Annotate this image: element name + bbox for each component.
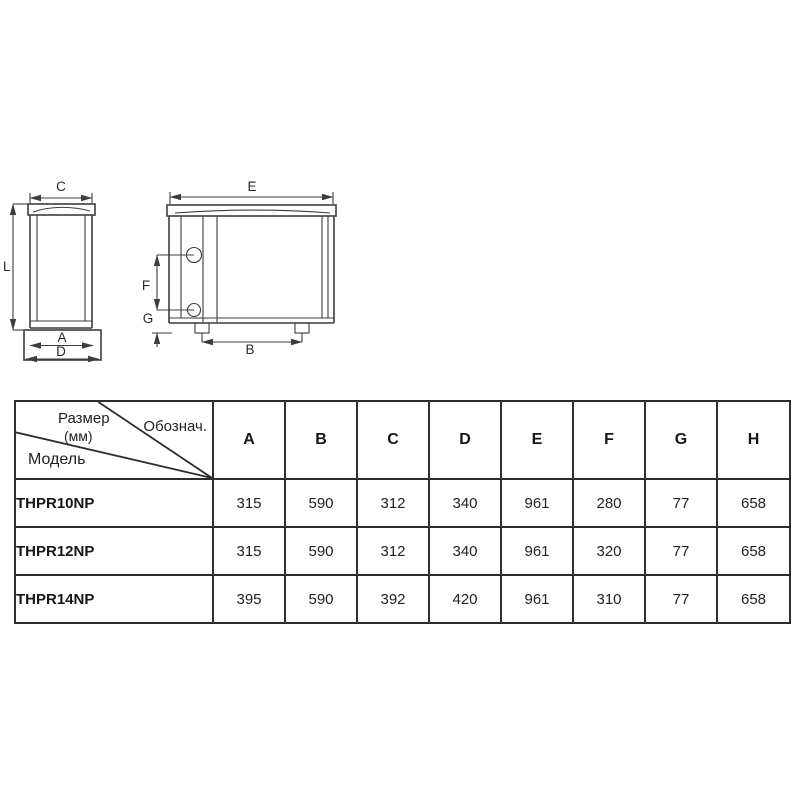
cell-value: 310 <box>573 575 645 623</box>
column-header-h: H <box>717 401 790 479</box>
cell-value: 420 <box>429 575 501 623</box>
table-header-row <box>15 401 790 479</box>
model-name: THPR10NP <box>15 479 213 527</box>
cell-value: 315 <box>213 479 285 527</box>
cell-value: 77 <box>645 527 717 575</box>
cell-value: 961 <box>501 575 573 623</box>
dim-label-b: B <box>245 342 255 357</box>
cell-value: 392 <box>357 575 429 623</box>
cell-value: 590 <box>285 575 357 623</box>
column-header-d: D <box>429 401 501 479</box>
corner-size-label: Размер <box>58 410 110 427</box>
model-name: THPR12NP <box>15 527 213 575</box>
cell-value: 961 <box>501 479 573 527</box>
cell-value: 280 <box>573 479 645 527</box>
corner-model-label: Модель <box>28 451 86 468</box>
cell-value: 658 <box>717 527 790 575</box>
model-name: THPR14NP <box>15 575 213 623</box>
corner-designation-label: Обознач. <box>143 418 207 435</box>
dim-label-e: E <box>247 179 257 194</box>
cell-value: 658 <box>717 479 790 527</box>
cell-value: 312 <box>357 527 429 575</box>
table-row <box>15 479 790 527</box>
dim-label-a: A <box>57 330 67 345</box>
dim-label-d: D <box>56 344 66 359</box>
dim-label-l: L <box>3 259 11 274</box>
cell-value: 77 <box>645 479 717 527</box>
cell-value: 312 <box>357 479 429 527</box>
right-foot <box>295 323 309 333</box>
cell-value: 961 <box>501 527 573 575</box>
table-row <box>15 527 790 575</box>
dim-label-g: G <box>142 311 154 326</box>
cell-value: 315 <box>213 527 285 575</box>
dimensions-table <box>14 400 791 624</box>
cell-value: 590 <box>285 479 357 527</box>
side-view <box>3 179 101 360</box>
column-header-g: G <box>645 401 717 479</box>
column-header-a: A <box>213 401 285 479</box>
cell-value: 340 <box>429 527 501 575</box>
column-header-f: F <box>573 401 645 479</box>
cell-value: 590 <box>285 527 357 575</box>
cell-value: 658 <box>717 575 790 623</box>
cell-value: 320 <box>573 527 645 575</box>
technical-drawing <box>0 170 360 380</box>
table-corner-cell <box>15 401 213 479</box>
column-header-c: C <box>357 401 429 479</box>
dim-label-f: F <box>141 278 151 293</box>
left-foot <box>195 323 209 333</box>
dim-label-c: C <box>56 179 66 194</box>
cell-value: 77 <box>645 575 717 623</box>
column-header-e: E <box>501 401 573 479</box>
cell-value: 395 <box>213 575 285 623</box>
table-row <box>15 575 790 623</box>
column-header-b: B <box>285 401 357 479</box>
front-view <box>142 179 336 357</box>
corner-unit-label: (мм) <box>64 428 93 444</box>
cell-value: 340 <box>429 479 501 527</box>
